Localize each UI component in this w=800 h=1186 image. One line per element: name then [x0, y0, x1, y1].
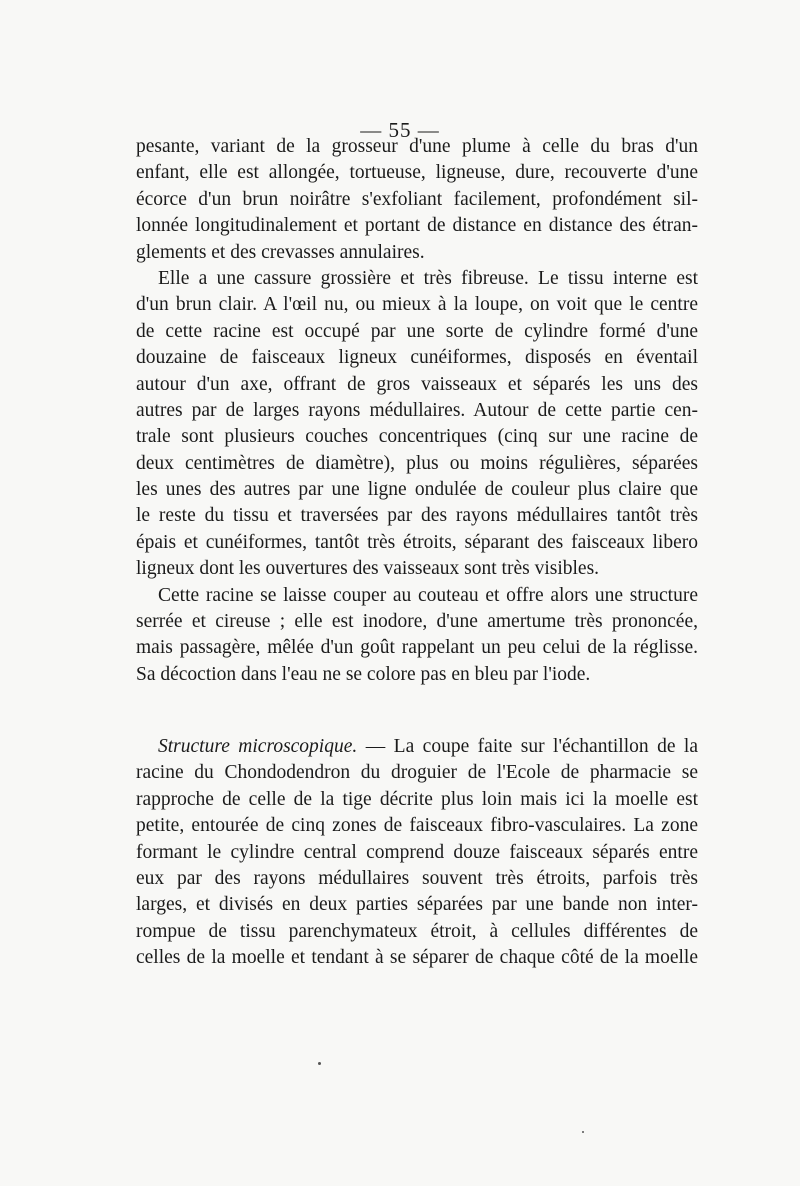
text-line: douzaine de faisceaux ligneux cunéiformes, disposés en éventail — [136, 347, 698, 369]
paragraph-3 — [136, 583, 698, 689]
text-line: de cette racine est occupé par une sorte de cylindre formé d'une — [136, 320, 698, 342]
text-block-lower — [136, 734, 698, 972]
section-heading: Structure microscopique. — [158, 736, 358, 757]
text-line: Cette racine se laisse couper au couteau et offre alors une structure — [158, 584, 698, 606]
text-block-upper — [136, 134, 698, 688]
text-line: rompue de tissu parenchymateux étroit, à cellules différentes de — [136, 920, 698, 942]
page-number: — 55 — — [360, 118, 440, 142]
text-line: celles de la moelle et tendant à se séparer de chaque côté de la moelle — [136, 947, 698, 969]
text-line: glements et des crevasses annulaires. — [136, 241, 425, 263]
paper-speck — [582, 1131, 584, 1133]
text-line: ligneux dont les ouvertures des vaisseaux sont très visibles. — [136, 558, 600, 580]
text-line: lonnée longitudinalement et portant de distance en distance des étran- — [136, 215, 698, 237]
paragraph-4 — [136, 734, 698, 972]
text-line: autres par de larges rayons médullaires. Autour de cette partie cen- — [136, 399, 698, 421]
text-line: les unes des autres par une ligne ondulée de couleur plus claire que — [136, 479, 698, 501]
text-line: rapproche de celle de la tige décrite plus loin mais ici la moelle est — [136, 788, 698, 810]
text-line: d'un brun clair. A l'œil nu, ou mieux à la loupe, on voit que le centre — [136, 294, 698, 316]
text-line: formant le cylindre central comprend douze faisceaux séparés entre — [136, 841, 698, 863]
paragraph-1 — [136, 134, 698, 266]
text-line: petite, entourée de cinq zones de faisceaux fibro-vasculaires. La zone — [136, 815, 698, 837]
heading-continuation: — La coupe faite sur l'échantillon de la — [357, 736, 698, 757]
text-line: mais passagère, mêlée d'un goût rappelant un peu celui de la réglisse. — [136, 637, 698, 659]
text-line — [136, 734, 698, 760]
text-line: enfant, elle est allongée, tortueuse, ligneuse, dure, recouverte d'une — [136, 162, 698, 184]
text-line: deux centimètres de diamètre), plus ou moins régulières, séparées — [136, 452, 698, 474]
text-line: trale sont plusieurs couches concentriques (cinq sur une racine de — [136, 426, 698, 448]
paper-speck — [318, 1062, 321, 1065]
text-line: épais et cunéiformes, tantôt très étroits, séparant des faisceaux libero — [136, 531, 698, 553]
text-line: le reste du tissu et traversées par des rayons médullaires tantôt très — [136, 505, 698, 527]
text-line: écorce d'un brun noirâtre s'exfoliant facilement, profondément sil- — [136, 188, 698, 210]
text-line: larges, et divisés en deux parties séparées par une bande non inter- — [136, 894, 698, 916]
text-line: eux par des rayons médullaires souvent très étroits, parfois très — [136, 867, 698, 889]
text-line: autour d'un axe, offrant de gros vaisseaux et séparés les uns des — [136, 373, 698, 395]
text-line: racine du Chondodendron du droguier de l'Ecole de pharmacie se — [136, 762, 698, 784]
text-line: serrée et cireuse ; elle est inodore, d'une amertume très prononcée, — [136, 611, 698, 633]
text-line: Elle a une cassure grossière et très fibreuse. Le tissu interne est — [158, 267, 698, 289]
paragraph-2 — [136, 266, 698, 583]
text-line: pesante, variant de la grosseur d'une plume à celle du bras d'un — [136, 136, 698, 157]
text-line: Sa décoction dans l'eau ne se colore pas en bleu par l'iode. — [136, 663, 591, 685]
